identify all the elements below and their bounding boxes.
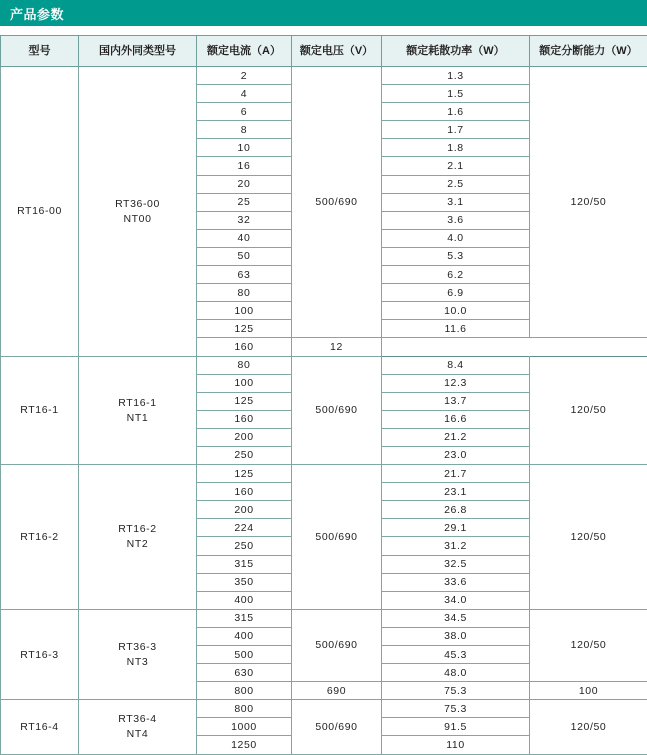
- cell-equivalent-model: [79, 465, 197, 610]
- column-header-power: 额定耗散功率（W）: [382, 36, 530, 67]
- cell-rated-current: 350: [197, 573, 292, 591]
- cell-equivalent-model: [79, 356, 197, 465]
- cell-rated-power: 6.2: [382, 266, 530, 284]
- cell-rated-power: 38.0: [382, 627, 530, 645]
- cell-rated-power: 110: [382, 736, 530, 754]
- cell-breaking-capacity: 120/50: [530, 609, 647, 681]
- cell-rated-current: 160: [197, 483, 292, 501]
- cell-rated-power: 33.6: [382, 573, 530, 591]
- cell-rated-current: 125: [197, 320, 292, 338]
- column-header-equivalent: 国内外同类型号: [79, 36, 197, 67]
- equivalent-model-line1: RT16-1: [118, 397, 156, 409]
- cell-rated-current: 20: [197, 175, 292, 193]
- cell-rated-current: 800: [197, 682, 292, 700]
- cell-rated-current: 125: [197, 392, 292, 410]
- equivalent-model-line1: RT36-00: [115, 198, 160, 210]
- cell-rated-power: 31.2: [382, 537, 530, 555]
- table-row: [1, 356, 647, 374]
- cell-rated-power: 11.6: [382, 320, 530, 338]
- equivalent-model-line2: NT1: [79, 412, 196, 424]
- cell-rated-power: 12.3: [382, 374, 530, 392]
- cell-equivalent-model: [79, 67, 197, 357]
- cell-model: [1, 609, 79, 699]
- cell-rated-current: 8: [197, 121, 292, 139]
- table-header: [1, 36, 647, 67]
- cell-rated-current: 1250: [197, 736, 292, 754]
- cell-rated-current: 40: [197, 229, 292, 247]
- cell-rated-power: 8.4: [382, 356, 530, 374]
- cell-rated-power: 3.6: [382, 211, 530, 229]
- cell-rated-power: 16.6: [382, 410, 530, 428]
- cell-breaking-capacity: 120/50: [530, 700, 647, 754]
- cell-rated-power: 2.5: [382, 175, 530, 193]
- cell-rated-current: 250: [197, 537, 292, 555]
- cell-rated-power: 1.6: [382, 103, 530, 121]
- cell-equivalent-model: [79, 700, 197, 754]
- cell-rated-power: 13.7: [382, 392, 530, 410]
- table-row: [1, 700, 647, 718]
- cell-rated-power: 29.1: [382, 519, 530, 537]
- cell-model: [1, 465, 79, 610]
- cell-rated-voltage: 690: [292, 682, 382, 700]
- cell-rated-power: 26.8: [382, 501, 530, 519]
- cell-rated-power: 5.3: [382, 247, 530, 265]
- cell-rated-current: 630: [197, 664, 292, 682]
- page-title: 产品参数: [10, 4, 64, 23]
- cell-breaking-capacity: 120/50: [530, 356, 647, 465]
- cell-rated-power: 32.5: [382, 555, 530, 573]
- cell-rated-current: 100: [197, 302, 292, 320]
- cell-rated-power: 3.1: [382, 193, 530, 211]
- model-value: RT16-2: [20, 531, 58, 543]
- cell-rated-voltage: 500/690: [292, 356, 382, 465]
- cell-rated-power: 4.0: [382, 229, 530, 247]
- table-row: [1, 67, 647, 85]
- model-value: RT16-1: [20, 404, 58, 416]
- cell-breaking-capacity: 120/50: [530, 465, 647, 610]
- cell-rated-current: 80: [197, 284, 292, 302]
- cell-rated-power: 21.2: [382, 428, 530, 446]
- column-header-model: 型号: [1, 36, 79, 67]
- equivalent-model-line2: NT3: [79, 656, 196, 668]
- table-row: [1, 465, 647, 483]
- cell-rated-current: 2: [197, 67, 292, 85]
- equivalent-model-line2: NT4: [79, 728, 196, 740]
- cell-rated-current: 25: [197, 193, 292, 211]
- cell-rated-power: 75.3: [382, 682, 530, 700]
- cell-rated-current: 200: [197, 428, 292, 446]
- cell-rated-power: 12: [292, 338, 382, 356]
- column-header-current: 额定电流（A）: [197, 36, 292, 67]
- cell-rated-current: 160: [197, 338, 292, 356]
- cell-rated-voltage: 500/690: [292, 700, 382, 754]
- cell-rated-power: 10.0: [382, 302, 530, 320]
- cell-rated-voltage: 500/690: [292, 465, 382, 610]
- cell-rated-current: 224: [197, 519, 292, 537]
- cell-model: [1, 700, 79, 754]
- cell-rated-power: 48.0: [382, 664, 530, 682]
- cell-rated-voltage: 500/690: [292, 67, 382, 338]
- cell-rated-power: 6.9: [382, 284, 530, 302]
- cell-rated-current: 16: [197, 157, 292, 175]
- cell-rated-current: 4: [197, 85, 292, 103]
- cell-rated-power: 21.7: [382, 465, 530, 483]
- cell-rated-current: 100: [197, 374, 292, 392]
- cell-rated-current: 160: [197, 410, 292, 428]
- cell-rated-current: 315: [197, 609, 292, 627]
- cell-rated-current: 63: [197, 266, 292, 284]
- model-value: RT16-00: [17, 205, 62, 217]
- model-value: RT16-3: [20, 649, 58, 661]
- equivalent-model-line1: RT16-2: [118, 523, 156, 535]
- cell-rated-current: 500: [197, 646, 292, 664]
- column-header-voltage: 额定电压（V）: [292, 36, 382, 67]
- cell-rated-voltage: 500/690: [292, 609, 382, 681]
- cell-rated-current: 10: [197, 139, 292, 157]
- cell-rated-current: 80: [197, 356, 292, 374]
- cell-rated-current: 400: [197, 591, 292, 609]
- cell-rated-power: 1.3: [382, 67, 530, 85]
- cell-rated-current: 125: [197, 465, 292, 483]
- equivalent-model-line2: NT2: [79, 538, 196, 550]
- table-body: [1, 67, 647, 755]
- cell-rated-current: 6: [197, 103, 292, 121]
- cell-rated-current: 32: [197, 211, 292, 229]
- cell-model: [1, 356, 79, 465]
- model-value: RT16-4: [20, 721, 58, 733]
- cell-rated-power: 45.3: [382, 646, 530, 664]
- column-header-breaking: 额定分断能力（W）: [530, 36, 647, 67]
- equivalent-model-line1: RT36-4: [118, 713, 156, 725]
- cell-rated-current: 315: [197, 555, 292, 573]
- cell-rated-current: 400: [197, 627, 292, 645]
- cell-rated-power: 75.3: [382, 700, 530, 718]
- cell-equivalent-model: [79, 609, 197, 699]
- cell-model: [1, 67, 79, 357]
- cell-breaking-capacity: 100: [530, 682, 647, 700]
- cell-rated-power: 34.5: [382, 609, 530, 627]
- section-title-bar: [0, 0, 647, 26]
- cell-rated-current: 50: [197, 247, 292, 265]
- equivalent-model-line2: NT00: [79, 213, 196, 225]
- cell-rated-current: 250: [197, 446, 292, 464]
- cell-rated-current: 1000: [197, 718, 292, 736]
- cell-rated-current: 800: [197, 700, 292, 718]
- cell-rated-power: 34.0: [382, 591, 530, 609]
- cell-rated-power: 1.5: [382, 85, 530, 103]
- cell-rated-power: 91.5: [382, 718, 530, 736]
- cell-rated-power: 23.0: [382, 446, 530, 464]
- product-parameter-table: [0, 35, 647, 755]
- cell-rated-power: 2.1: [382, 157, 530, 175]
- equivalent-model-line1: RT36-3: [118, 641, 156, 653]
- cell-breaking-capacity: 120/50: [530, 67, 647, 338]
- cell-rated-power: 23.1: [382, 483, 530, 501]
- cell-rated-power: 1.8: [382, 139, 530, 157]
- cell-rated-current: 200: [197, 501, 292, 519]
- cell-rated-power: 1.7: [382, 121, 530, 139]
- table-header-row: [1, 36, 647, 67]
- table-row: [1, 609, 647, 627]
